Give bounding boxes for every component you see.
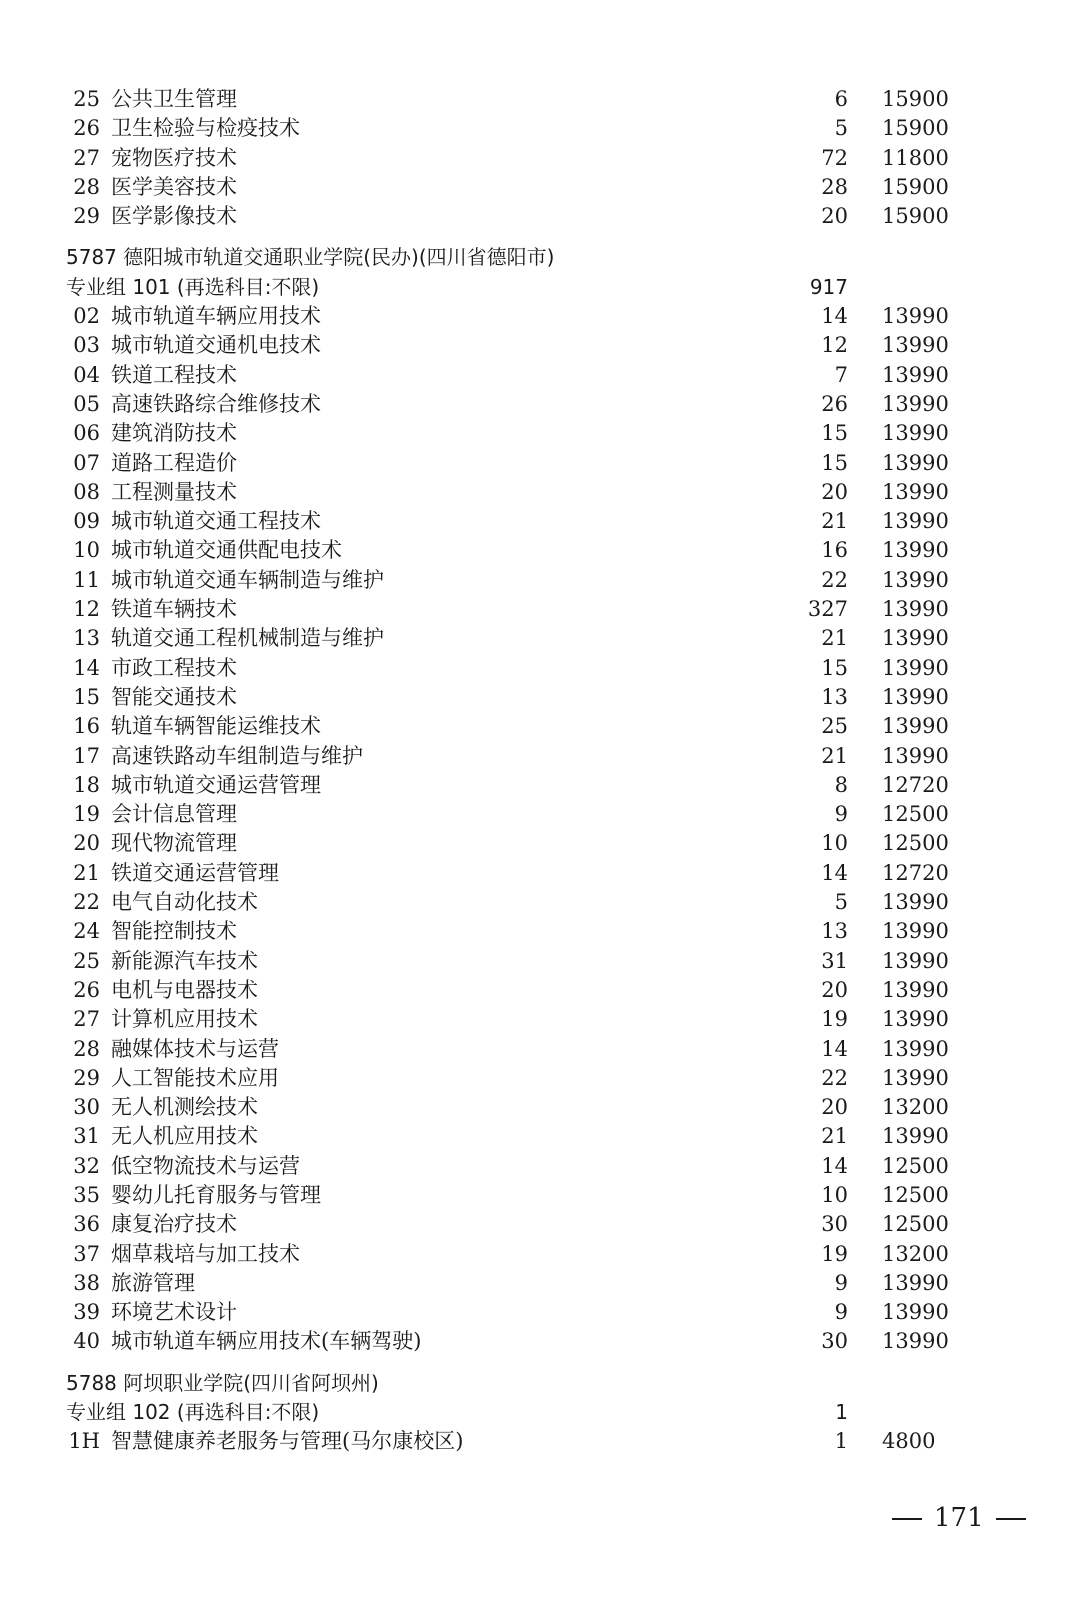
major-name: 电气自动化技术 <box>111 890 258 915</box>
major-name: 轨道交通工程机械制造与维护 <box>111 626 384 651</box>
tuition-fee: 13990 <box>882 1065 949 1090</box>
enrollment-count: 12 <box>821 333 848 358</box>
tuition-fee: 12500 <box>882 1212 949 1237</box>
major-name: 铁道交通运营管理 <box>111 860 279 885</box>
major-name: 融媒体技术与运营 <box>111 1036 279 1061</box>
table-row <box>66 771 966 800</box>
enrollment-count: 15 <box>821 655 848 680</box>
group-count: 917 <box>809 274 848 299</box>
enrollment-count: 26 <box>821 391 848 416</box>
tuition-fee: 13990 <box>882 421 949 446</box>
enrollment-count: 10 <box>821 831 848 856</box>
major-name: 婴幼儿托育服务与管理 <box>111 1182 321 1207</box>
major-code: 27 <box>73 145 100 170</box>
table-row <box>66 449 966 478</box>
tuition-fee: 12720 <box>882 860 949 885</box>
major-name: 道路工程造价 <box>111 450 237 475</box>
school-heading-5788 <box>66 1369 966 1398</box>
tuition-fee: 13990 <box>882 655 949 680</box>
enrollment-count: 14 <box>821 860 848 885</box>
dash-left <box>892 1518 922 1520</box>
dash-right <box>996 1518 1026 1520</box>
enrollment-count: 20 <box>821 204 848 229</box>
major-code: 28 <box>73 1036 100 1061</box>
enrollment-count: 5 <box>834 890 848 915</box>
enrollment-count: 10 <box>821 1182 848 1207</box>
major-name: 市政工程技术 <box>111 655 237 680</box>
major-code: 28 <box>73 174 100 199</box>
table-row <box>66 114 966 143</box>
major-code: 24 <box>73 919 100 944</box>
page-number-text: 171 <box>934 1503 984 1533</box>
tuition-fee: 12720 <box>882 772 949 797</box>
major-name: 城市轨道车辆应用技术 <box>111 304 321 329</box>
table-row <box>66 507 966 536</box>
table-row <box>66 478 966 507</box>
enrollment-count: 19 <box>821 1241 848 1266</box>
table-row <box>66 800 966 829</box>
enrollment-count: 25 <box>821 714 848 739</box>
major-name: 低空物流技术与运营 <box>111 1153 300 1178</box>
major-name: 旅游管理 <box>111 1270 195 1295</box>
table-row <box>66 859 966 888</box>
major-name: 城市轨道交通工程技术 <box>111 509 321 534</box>
major-code: 18 <box>73 772 100 797</box>
tuition-fee: 13990 <box>882 919 949 944</box>
table-row <box>66 1269 966 1298</box>
enrollment-count: 14 <box>821 1153 848 1178</box>
major-code: 40 <box>73 1329 100 1354</box>
tuition-fee: 13200 <box>882 1241 949 1266</box>
enrollment-count: 6 <box>834 87 848 111</box>
enrollment-count: 7 <box>834 362 848 387</box>
table-row <box>66 419 966 448</box>
tuition-fee: 13990 <box>882 626 949 651</box>
enrollment-count: 1 <box>834 1429 848 1454</box>
group-label: 专业组 101 (再选科目:不限) <box>66 274 320 299</box>
tuition-fee: 13990 <box>882 1007 949 1032</box>
major-name: 公共卫生管理 <box>111 87 237 111</box>
tuition-fee: 12500 <box>882 802 949 827</box>
major-name: 铁道工程技术 <box>111 362 237 387</box>
major-code: 25 <box>73 948 100 973</box>
enrollment-count: 30 <box>821 1329 848 1354</box>
enrollment-count: 14 <box>821 304 848 329</box>
major-code: 21 <box>73 860 100 885</box>
major-code: 19 <box>73 802 100 827</box>
enrollment-count: 19 <box>821 1007 848 1032</box>
major-name: 智慧健康养老服务与管理(马尔康校区) <box>111 1429 464 1454</box>
tuition-fee: 13990 <box>882 450 949 475</box>
major-list-5788 <box>66 1427 966 1456</box>
major-code: 13 <box>73 626 100 651</box>
major-code: 25 <box>73 87 100 111</box>
major-code: 16 <box>73 714 100 739</box>
table-row <box>66 1152 966 1181</box>
major-code: 20 <box>73 831 100 856</box>
major-name: 烟草栽培与加工技术 <box>111 1241 300 1266</box>
tuition-fee: 15900 <box>882 116 949 141</box>
enrollment-count: 20 <box>821 479 848 504</box>
table-row <box>66 144 966 173</box>
major-name: 医学美容技术 <box>111 174 237 199</box>
tuition-fee: 13990 <box>882 479 949 504</box>
major-group-heading-102 <box>66 1398 966 1427</box>
major-name: 环境艺术设计 <box>111 1300 237 1325</box>
enrollment-count: 21 <box>821 626 848 651</box>
major-group-heading-101 <box>66 273 966 302</box>
enrollment-count: 21 <box>821 509 848 534</box>
major-name: 建筑消防技术 <box>111 421 237 446</box>
enrollment-count: 72 <box>821 145 848 170</box>
table-row <box>66 595 966 624</box>
major-code: 29 <box>73 204 100 229</box>
enrollment-count: 15 <box>821 450 848 475</box>
major-name: 工程测量技术 <box>111 479 237 504</box>
tuition-fee: 13990 <box>882 304 949 329</box>
tuition-fee: 13990 <box>882 1270 949 1295</box>
major-code: 39 <box>73 1300 100 1325</box>
major-code: 09 <box>73 509 100 534</box>
major-name: 现代物流管理 <box>111 831 237 856</box>
tuition-fee: 13990 <box>882 333 949 358</box>
tuition-fee: 13990 <box>882 1036 949 1061</box>
table-row <box>66 654 966 683</box>
major-code: 07 <box>73 450 100 475</box>
enrollment-count: 31 <box>821 948 848 973</box>
enrollment-count: 14 <box>821 1036 848 1061</box>
school-heading-5787 <box>66 243 966 272</box>
table-row <box>66 947 966 976</box>
major-name: 无人机测绘技术 <box>111 1095 258 1120</box>
enrollment-count: 30 <box>821 1212 848 1237</box>
major-code: 05 <box>73 391 100 416</box>
tuition-fee: 13990 <box>882 391 949 416</box>
table-row <box>66 976 966 1005</box>
major-name: 智能控制技术 <box>111 919 237 944</box>
major-code: 38 <box>73 1270 100 1295</box>
major-name: 城市轨道交通供配电技术 <box>111 538 342 563</box>
tuition-fee: 13990 <box>882 538 949 563</box>
table-row <box>66 1005 966 1034</box>
major-code: 02 <box>73 304 100 329</box>
table-row <box>66 566 966 595</box>
table-row <box>66 624 966 653</box>
tuition-fee: 12500 <box>882 831 949 856</box>
table-row <box>66 1093 966 1122</box>
major-code: 15 <box>73 684 100 709</box>
table-row <box>66 1064 966 1093</box>
tuition-fee: 13990 <box>882 597 949 622</box>
major-name: 电机与电器技术 <box>111 977 258 1002</box>
enrollment-count: 22 <box>821 1065 848 1090</box>
major-name: 计算机应用技术 <box>111 1007 258 1032</box>
school-title: 5787 德阳城市轨道交通职业学院(民办)(四川省德阳市) <box>66 245 555 270</box>
major-code: 26 <box>73 977 100 1002</box>
major-code: 14 <box>73 655 100 680</box>
table-row <box>66 829 966 858</box>
table-row <box>66 361 966 390</box>
tuition-fee: 13990 <box>882 509 949 534</box>
major-code: 26 <box>73 116 100 141</box>
major-code: 37 <box>73 1241 100 1266</box>
major-code: 31 <box>73 1124 100 1149</box>
enrollment-count: 9 <box>834 1300 848 1325</box>
major-code: 1H <box>68 1429 100 1454</box>
table-row <box>66 888 966 917</box>
major-code: 17 <box>73 743 100 768</box>
tuition-fee: 15900 <box>882 174 949 199</box>
table-row <box>66 1240 966 1269</box>
major-name: 无人机应用技术 <box>111 1124 258 1149</box>
tuition-fee: 12500 <box>882 1153 949 1178</box>
major-name: 医学影像技术 <box>111 204 237 229</box>
school-title: 5788 阿坝职业学院(四川省阿坝州) <box>66 1370 379 1395</box>
tuition-fee: 13990 <box>882 1329 949 1354</box>
enrollment-count: 9 <box>834 1270 848 1295</box>
major-list-continued <box>66 85 966 231</box>
table-row <box>66 683 966 712</box>
table-row <box>66 390 966 419</box>
major-name: 轨道车辆智能运维技术 <box>111 714 321 739</box>
major-name: 会计信息管理 <box>111 802 237 827</box>
major-name: 卫生检验与检疫技术 <box>111 116 300 141</box>
major-code: 27 <box>73 1007 100 1032</box>
table-row <box>66 1427 966 1456</box>
enrollment-count: 22 <box>821 567 848 592</box>
enrollment-count: 20 <box>821 977 848 1002</box>
major-name: 康复治疗技术 <box>111 1212 237 1237</box>
tuition-fee: 13990 <box>882 1300 949 1325</box>
table-row <box>66 202 966 231</box>
major-code: 30 <box>73 1095 100 1120</box>
major-code: 29 <box>73 1065 100 1090</box>
major-code: 35 <box>73 1182 100 1207</box>
table-row <box>66 742 966 771</box>
major-name: 城市轨道交通运营管理 <box>111 772 321 797</box>
major-name: 高速铁路动车组制造与维护 <box>111 743 363 768</box>
major-name: 宠物医疗技术 <box>111 145 237 170</box>
enrollment-count: 13 <box>821 919 848 944</box>
table-row <box>66 85 966 114</box>
major-code: 04 <box>73 362 100 387</box>
tuition-fee: 13990 <box>882 684 949 709</box>
major-code: 11 <box>73 567 100 592</box>
major-name: 智能交通技术 <box>111 684 237 709</box>
table-row <box>66 712 966 741</box>
enrollment-count: 21 <box>821 1124 848 1149</box>
tuition-fee: 4800 <box>882 1429 936 1454</box>
major-code: 10 <box>73 538 100 563</box>
tuition-fee: 15900 <box>882 87 949 111</box>
table-row <box>66 1122 966 1151</box>
major-code: 32 <box>73 1153 100 1178</box>
major-list-5787 <box>66 302 966 1357</box>
enrollment-count: 8 <box>834 772 848 797</box>
tuition-fee: 13990 <box>882 743 949 768</box>
tuition-fee: 12500 <box>882 1182 949 1207</box>
tuition-fee: 13990 <box>882 362 949 387</box>
enrollment-count: 16 <box>821 538 848 563</box>
major-code: 06 <box>73 421 100 446</box>
major-name: 新能源汽车技术 <box>111 948 258 973</box>
table-row <box>66 1181 966 1210</box>
tuition-fee: 13990 <box>882 714 949 739</box>
tuition-fee: 13990 <box>882 977 949 1002</box>
tuition-fee: 13990 <box>882 1124 949 1149</box>
major-code: 12 <box>73 597 100 622</box>
enrollment-count: 5 <box>834 116 848 141</box>
table-row <box>66 1035 966 1064</box>
enrollment-count: 28 <box>821 174 848 199</box>
page-number <box>880 1503 1020 1533</box>
table-row <box>66 173 966 202</box>
table-row <box>66 331 966 360</box>
group-label: 专业组 102 (再选科目:不限) <box>66 1400 320 1425</box>
table-row <box>66 1327 966 1356</box>
major-name: 城市轨道交通机电技术 <box>111 333 321 358</box>
enrollment-count: 15 <box>821 421 848 446</box>
enrollment-count: 20 <box>821 1095 848 1120</box>
tuition-fee: 13200 <box>882 1095 949 1120</box>
major-name: 人工智能技术应用 <box>111 1065 279 1090</box>
enrollment-count: 327 <box>807 597 848 622</box>
tuition-fee: 11800 <box>882 145 949 170</box>
table-row <box>66 536 966 565</box>
major-name: 高速铁路综合维修技术 <box>111 391 321 416</box>
tuition-fee: 13990 <box>882 890 949 915</box>
major-code: 03 <box>73 333 100 358</box>
table-row <box>66 302 966 331</box>
major-name: 城市轨道车辆应用技术(车辆驾驶) <box>111 1329 422 1354</box>
enrollment-count: 13 <box>821 684 848 709</box>
major-code: 22 <box>73 890 100 915</box>
tuition-fee: 15900 <box>882 204 949 229</box>
table-row <box>66 917 966 946</box>
major-code: 08 <box>73 479 100 504</box>
major-code: 36 <box>73 1212 100 1237</box>
group-count: 1 <box>835 1400 848 1425</box>
enrollment-count: 21 <box>821 743 848 768</box>
tuition-fee: 13990 <box>882 567 949 592</box>
table-row <box>66 1210 966 1239</box>
major-name: 城市轨道交通车辆制造与维护 <box>111 567 384 592</box>
enrollment-count: 9 <box>834 802 848 827</box>
tuition-fee: 13990 <box>882 948 949 973</box>
table-row <box>66 1298 966 1327</box>
major-name: 铁道车辆技术 <box>111 597 237 622</box>
enrollment-table <box>66 85 966 1457</box>
